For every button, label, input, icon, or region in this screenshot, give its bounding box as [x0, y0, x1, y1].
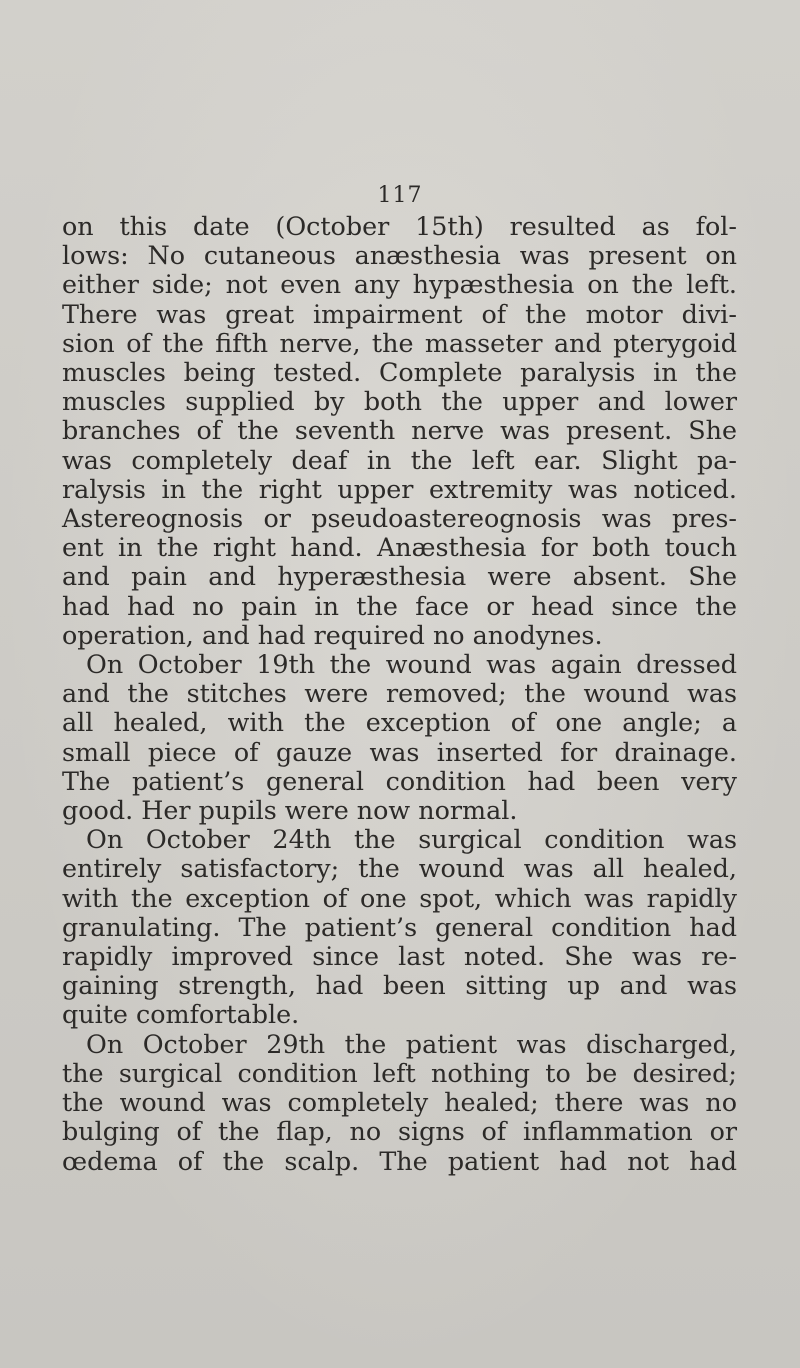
page-number: 117: [377, 183, 423, 208]
text-line: quite comfortable.: [62, 999, 300, 1030]
paragraph-1: [62, 212, 737, 650]
text-line: operation, and had required no anodynes.: [62, 619, 603, 650]
paragraph-3: [62, 825, 737, 1029]
text-line: and pain and hyperæsthesia were absent. She: [62, 561, 737, 592]
text-line: lows: No cutaneous anæsthesia was present on: [62, 240, 737, 271]
text-line: had had no pain in the face or head since the: [62, 590, 737, 621]
text-line: granulating. The patient’s general condition had: [62, 911, 737, 942]
text-line: gaining strength, had been sitting up and was: [62, 970, 737, 1001]
text-line: branches of the seventh nerve was present. She: [62, 415, 737, 446]
text-line: entirely satisfactory; the wound was all healed,: [62, 853, 737, 884]
paragraph-2: [62, 650, 737, 825]
text-line: On October 24th the surgical condition was: [86, 824, 737, 855]
text-line: On October 19th the wound was again dressed: [86, 649, 737, 680]
text-line: muscles supplied by both the upper and lower: [62, 386, 737, 417]
text-line: muscles being tested. Complete paralysis in the: [62, 357, 737, 388]
text-line: the wound was completely healed; there was no: [62, 1087, 737, 1118]
text-line: rapidly improved since last noted. She was re-: [62, 941, 737, 972]
text-line: with the exception of one spot, which was rapidly: [62, 882, 737, 913]
text-line: ralysis in the right upper extremity was noticed.: [62, 473, 737, 504]
text-line: On October 29th the patient was discharged,: [86, 1028, 737, 1059]
text-line: œdema of the scalp. The patient had not had: [62, 1145, 737, 1176]
text-line: on this date (October 15th) resulted as fol-: [62, 211, 737, 241]
text-line: bulging of the flap, no signs of inflammation or: [62, 1116, 737, 1147]
text-line: sion of the fifth nerve, the masseter and pterygoid: [62, 327, 737, 358]
text-line: was completely deaf in the left ear. Slight pa-: [62, 444, 737, 475]
body-text: [62, 212, 737, 1176]
text-line: The patient’s general condition had been very: [62, 765, 737, 796]
paragraph-4: [62, 1030, 737, 1176]
text-line: either side; not even any hypæsthesia on the left.: [62, 269, 737, 300]
text-line: ent in the right hand. Anæsthesia for both touch: [62, 532, 737, 563]
text-line: Astereognosis or pseudoastereognosis was pres-: [62, 503, 737, 534]
text-line: all healed, with the exception of one angle; a: [62, 707, 737, 738]
text-line: small piece of gauze was inserted for drainage.: [62, 736, 737, 767]
text-line: good. Her pupils were now normal.: [62, 795, 518, 826]
text-line: the surgical condition left nothing to be desired;: [62, 1057, 737, 1088]
text-line: and the stitches were removed; the wound was: [62, 678, 737, 709]
text-line: There was great impairment of the motor divi-: [62, 298, 737, 329]
